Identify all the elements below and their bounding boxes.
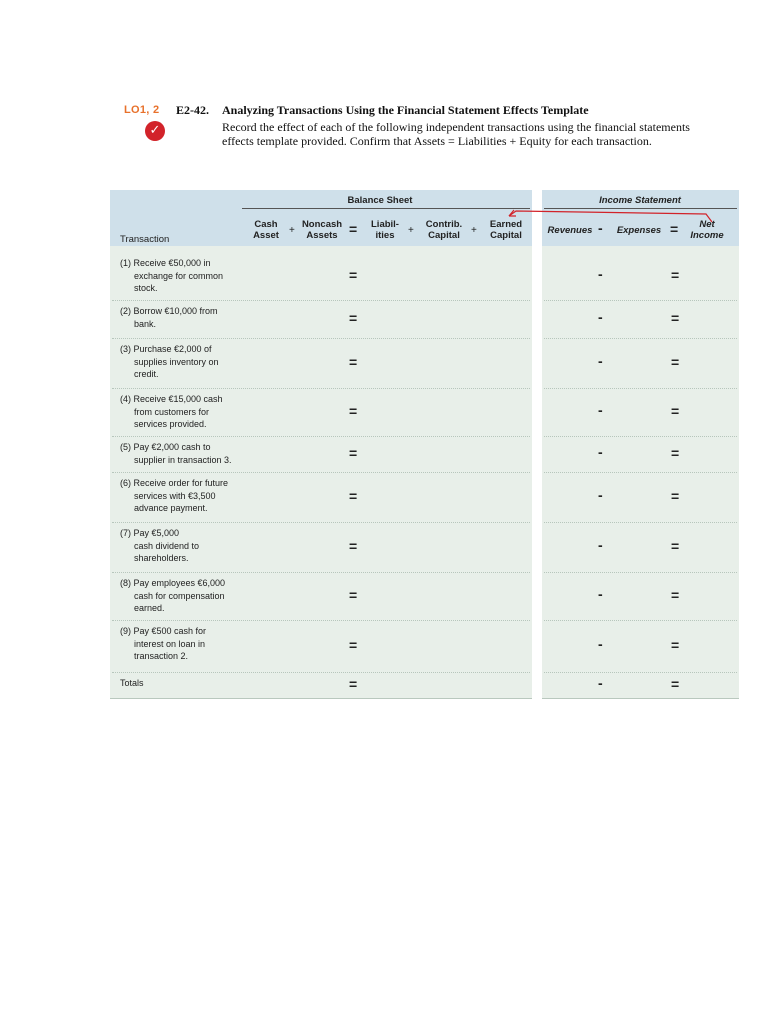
transaction-label-line: from customers for bbox=[134, 406, 210, 417]
row-minus-sign: - bbox=[598, 636, 603, 652]
amount-cell[interactable] bbox=[612, 474, 666, 520]
amount-cell[interactable] bbox=[244, 390, 288, 434]
amount-cell[interactable] bbox=[544, 302, 596, 336]
amount-cell[interactable] bbox=[362, 390, 408, 434]
transaction-label bbox=[120, 393, 260, 431]
row-equals-sign: = bbox=[349, 445, 358, 461]
row-equals-sign: = bbox=[349, 403, 358, 419]
amount-cell[interactable] bbox=[362, 674, 408, 696]
contributed-capital-header: Contrib. Capital bbox=[425, 219, 463, 241]
amount-cell[interactable] bbox=[296, 340, 348, 386]
amount-cell[interactable] bbox=[418, 674, 470, 696]
amount-cell[interactable] bbox=[482, 574, 530, 618]
cash-asset-header: Cash Asset bbox=[253, 219, 279, 241]
amount-cell[interactable] bbox=[612, 574, 666, 618]
row-equals-sign: = bbox=[671, 445, 680, 461]
row-equals-sign: = bbox=[671, 310, 680, 326]
amount-cell[interactable] bbox=[684, 438, 736, 470]
amount-cell[interactable] bbox=[244, 524, 288, 570]
amount-cell[interactable] bbox=[544, 674, 596, 696]
row-separator bbox=[544, 572, 737, 573]
income-statement-title: Income Statement bbox=[599, 195, 681, 206]
transaction-label-line: services provided. bbox=[134, 419, 207, 429]
amount-cell[interactable] bbox=[544, 574, 596, 618]
transaction-label-line: services with €3,500 bbox=[134, 490, 216, 501]
amount-cell[interactable] bbox=[684, 574, 736, 618]
plus-operator: + bbox=[471, 225, 477, 236]
amount-cell[interactable] bbox=[296, 254, 348, 298]
row-separator bbox=[112, 388, 530, 389]
amount-cell[interactable] bbox=[418, 254, 470, 298]
amount-cell[interactable] bbox=[244, 574, 288, 618]
amount-cell[interactable] bbox=[244, 302, 288, 336]
amount-cell[interactable] bbox=[362, 524, 408, 570]
transaction-label bbox=[120, 577, 260, 615]
amount-cell[interactable] bbox=[544, 390, 596, 434]
transaction-column-header: Transaction bbox=[120, 234, 170, 245]
row-equals-sign: = bbox=[349, 354, 358, 370]
net-income-header: Net Income bbox=[690, 219, 724, 241]
row-equals-sign: = bbox=[671, 403, 680, 419]
amount-cell[interactable] bbox=[362, 340, 408, 386]
row-separator bbox=[544, 620, 737, 621]
expenses-header: Expenses bbox=[616, 225, 662, 236]
amount-cell[interactable] bbox=[684, 254, 736, 298]
row-equals-sign: = bbox=[349, 310, 358, 326]
amount-cell[interactable] bbox=[244, 674, 288, 696]
row-separator bbox=[544, 388, 737, 389]
row-equals-sign: = bbox=[349, 587, 358, 603]
noncash-assets-header: Noncash Assets bbox=[301, 219, 343, 241]
transaction-label bbox=[120, 527, 260, 565]
amount-cell[interactable] bbox=[418, 302, 470, 336]
amount-cell[interactable] bbox=[244, 622, 288, 670]
row-separator bbox=[544, 672, 737, 673]
amount-cell[interactable] bbox=[684, 524, 736, 570]
transaction-label-line: (6) Receive order for future bbox=[120, 478, 229, 488]
transaction-label-line: interest on loan in bbox=[134, 638, 206, 649]
amount-cell[interactable] bbox=[482, 474, 530, 520]
amount-cell[interactable] bbox=[612, 390, 666, 434]
amount-cell[interactable] bbox=[482, 524, 530, 570]
amount-cell[interactable] bbox=[296, 390, 348, 434]
row-separator bbox=[544, 436, 737, 437]
row-minus-sign: - bbox=[598, 444, 603, 460]
row-minus-sign: - bbox=[598, 402, 603, 418]
transaction-label-line: (5) Pay €2,000 cash to bbox=[120, 442, 211, 452]
amount-cell[interactable] bbox=[612, 340, 666, 386]
amount-cell[interactable] bbox=[296, 574, 348, 618]
amount-cell[interactable] bbox=[482, 254, 530, 298]
transaction-label-line: Totals bbox=[120, 678, 144, 688]
transaction-label-line: credit. bbox=[134, 369, 159, 379]
amount-cell[interactable] bbox=[482, 390, 530, 434]
amount-cell[interactable] bbox=[612, 302, 666, 336]
row-separator bbox=[112, 672, 530, 673]
amount-cell[interactable] bbox=[544, 438, 596, 470]
earned-capital-header: Earned Capital bbox=[489, 219, 523, 241]
transaction-label-line: (4) Receive €15,000 cash bbox=[120, 394, 223, 404]
amount-cell[interactable] bbox=[612, 622, 666, 670]
amount-cell[interactable] bbox=[612, 254, 666, 298]
row-separator bbox=[112, 522, 530, 523]
check-icon: ✓ bbox=[145, 121, 165, 141]
row-equals-sign: = bbox=[349, 637, 358, 653]
amount-cell[interactable] bbox=[418, 524, 470, 570]
amount-cell[interactable] bbox=[296, 474, 348, 520]
row-minus-sign: - bbox=[598, 675, 603, 691]
exercise-title: Analyzing Transactions Using the Financial Statement Effects Template bbox=[222, 103, 589, 117]
row-minus-sign: - bbox=[598, 353, 603, 369]
row-equals-sign: = bbox=[671, 267, 680, 283]
row-separator bbox=[112, 300, 530, 301]
revenues-header: Revenues bbox=[547, 225, 593, 236]
amount-cell[interactable] bbox=[544, 524, 596, 570]
transaction-label bbox=[120, 477, 260, 515]
transaction-label bbox=[120, 305, 260, 330]
amount-cell[interactable] bbox=[684, 622, 736, 670]
row-equals-sign: = bbox=[671, 538, 680, 554]
amount-cell[interactable] bbox=[544, 474, 596, 520]
amount-cell[interactable] bbox=[362, 574, 408, 618]
amount-cell[interactable] bbox=[482, 340, 530, 386]
row-minus-sign: - bbox=[598, 487, 603, 503]
row-separator bbox=[112, 620, 530, 621]
amount-cell[interactable] bbox=[684, 674, 736, 696]
transaction-label bbox=[120, 441, 260, 466]
transaction-label-line: supplies inventory on bbox=[134, 356, 219, 367]
plus-operator: + bbox=[289, 225, 295, 236]
exercise-instructions: Record the effect of each of the following independent transactions using the financial statements effects template provided. Confirm that Assets = Liabilities + Equity for each transaction. bbox=[222, 120, 690, 148]
row-equals-sign: = bbox=[349, 267, 358, 283]
transaction-label-line: (7) Pay €5,000 bbox=[120, 528, 180, 538]
transaction-label-line: advance payment. bbox=[134, 503, 208, 513]
row-separator bbox=[544, 338, 737, 339]
transaction-label-line: (2) Borrow €10,000 from bbox=[120, 306, 218, 316]
row-separator bbox=[544, 300, 737, 301]
transaction-label bbox=[120, 257, 260, 295]
row-separator bbox=[112, 472, 530, 473]
amount-cell[interactable] bbox=[418, 574, 470, 618]
row-equals-sign: = bbox=[349, 676, 358, 692]
row-minus-sign: - bbox=[598, 266, 603, 282]
transaction-label-line: supplier in transaction 3. bbox=[134, 454, 232, 465]
amount-cell[interactable] bbox=[544, 622, 596, 670]
minus-operator: - bbox=[598, 220, 603, 236]
row-equals-sign: = bbox=[349, 488, 358, 504]
amount-cell[interactable] bbox=[296, 622, 348, 670]
transaction-label bbox=[120, 343, 260, 381]
row-separator bbox=[112, 338, 530, 339]
row-equals-sign: = bbox=[671, 676, 680, 692]
row-equals-sign: = bbox=[671, 637, 680, 653]
amount-cell[interactable] bbox=[612, 674, 666, 696]
amount-cell[interactable] bbox=[296, 302, 348, 336]
amount-cell[interactable] bbox=[244, 474, 288, 520]
amount-cell[interactable] bbox=[296, 524, 348, 570]
amount-cell[interactable] bbox=[244, 254, 288, 298]
row-equals-sign: = bbox=[671, 354, 680, 370]
amount-cell[interactable] bbox=[362, 438, 408, 470]
amount-cell[interactable] bbox=[244, 340, 288, 386]
transaction-label-line: bank. bbox=[134, 318, 157, 329]
amount-cell[interactable] bbox=[684, 302, 736, 336]
transaction-label-line: (8) Pay employees €6,000 bbox=[120, 578, 226, 588]
row-equals-sign: = bbox=[671, 587, 680, 603]
totals-label bbox=[120, 677, 260, 690]
amount-cell[interactable] bbox=[544, 340, 596, 386]
amount-cell[interactable] bbox=[684, 390, 736, 434]
equals-operator: = bbox=[349, 221, 358, 237]
amount-cell[interactable] bbox=[482, 302, 530, 336]
amount-cell[interactable] bbox=[612, 524, 666, 570]
amount-cell[interactable] bbox=[684, 474, 736, 520]
amount-cell[interactable] bbox=[418, 340, 470, 386]
amount-cell[interactable] bbox=[362, 302, 408, 336]
amount-cell[interactable] bbox=[418, 474, 470, 520]
learning-objective-tag: LO1, 2 bbox=[124, 104, 160, 116]
transaction-label-line: transaction 2. bbox=[134, 651, 189, 661]
amount-cell[interactable] bbox=[244, 438, 288, 470]
transaction-label-line: (9) Pay €500 cash for bbox=[120, 626, 207, 636]
plus-operator: + bbox=[408, 225, 414, 236]
amount-cell[interactable] bbox=[544, 254, 596, 298]
row-separator bbox=[544, 472, 737, 473]
amount-cell[interactable] bbox=[418, 390, 470, 434]
row-equals-sign: = bbox=[671, 488, 680, 504]
liabilities-header: Liabil- ities bbox=[371, 219, 399, 241]
row-minus-sign: - bbox=[598, 586, 603, 602]
amount-cell[interactable] bbox=[482, 674, 530, 696]
transaction-label-line: (3) Purchase €2,000 of bbox=[120, 344, 212, 354]
transaction-label-line: (1) Receive €50,000 in bbox=[120, 258, 211, 268]
transaction-label-line: cash dividend to bbox=[134, 540, 200, 551]
amount-cell[interactable] bbox=[362, 254, 408, 298]
transaction-label bbox=[120, 625, 260, 663]
amount-cell[interactable] bbox=[296, 438, 348, 470]
row-separator bbox=[112, 572, 530, 573]
row-minus-sign: - bbox=[598, 537, 603, 553]
amount-cell[interactable] bbox=[296, 674, 348, 696]
amount-cell[interactable] bbox=[482, 622, 530, 670]
balance-sheet-title: Balance Sheet bbox=[347, 195, 413, 206]
amount-cell[interactable] bbox=[612, 438, 666, 470]
amount-cell[interactable] bbox=[418, 622, 470, 670]
transaction-label-line: shareholders. bbox=[134, 553, 189, 563]
amount-cell[interactable] bbox=[684, 340, 736, 386]
transaction-label-line: exchange for common bbox=[134, 270, 224, 281]
transaction-label-line: stock. bbox=[134, 283, 158, 293]
transaction-label-line: cash for compensation bbox=[134, 590, 225, 601]
amount-cell[interactable] bbox=[362, 622, 408, 670]
row-equals-sign: = bbox=[349, 538, 358, 554]
amount-cell[interactable] bbox=[418, 438, 470, 470]
exercise-number: E2-42. bbox=[176, 103, 209, 117]
row-minus-sign: - bbox=[598, 309, 603, 325]
transaction-label-line: earned. bbox=[134, 603, 165, 613]
row-separator bbox=[112, 436, 530, 437]
equals-operator: = bbox=[670, 221, 679, 237]
amount-cell[interactable] bbox=[482, 438, 530, 470]
amount-cell[interactable] bbox=[362, 474, 408, 520]
row-separator bbox=[544, 522, 737, 523]
